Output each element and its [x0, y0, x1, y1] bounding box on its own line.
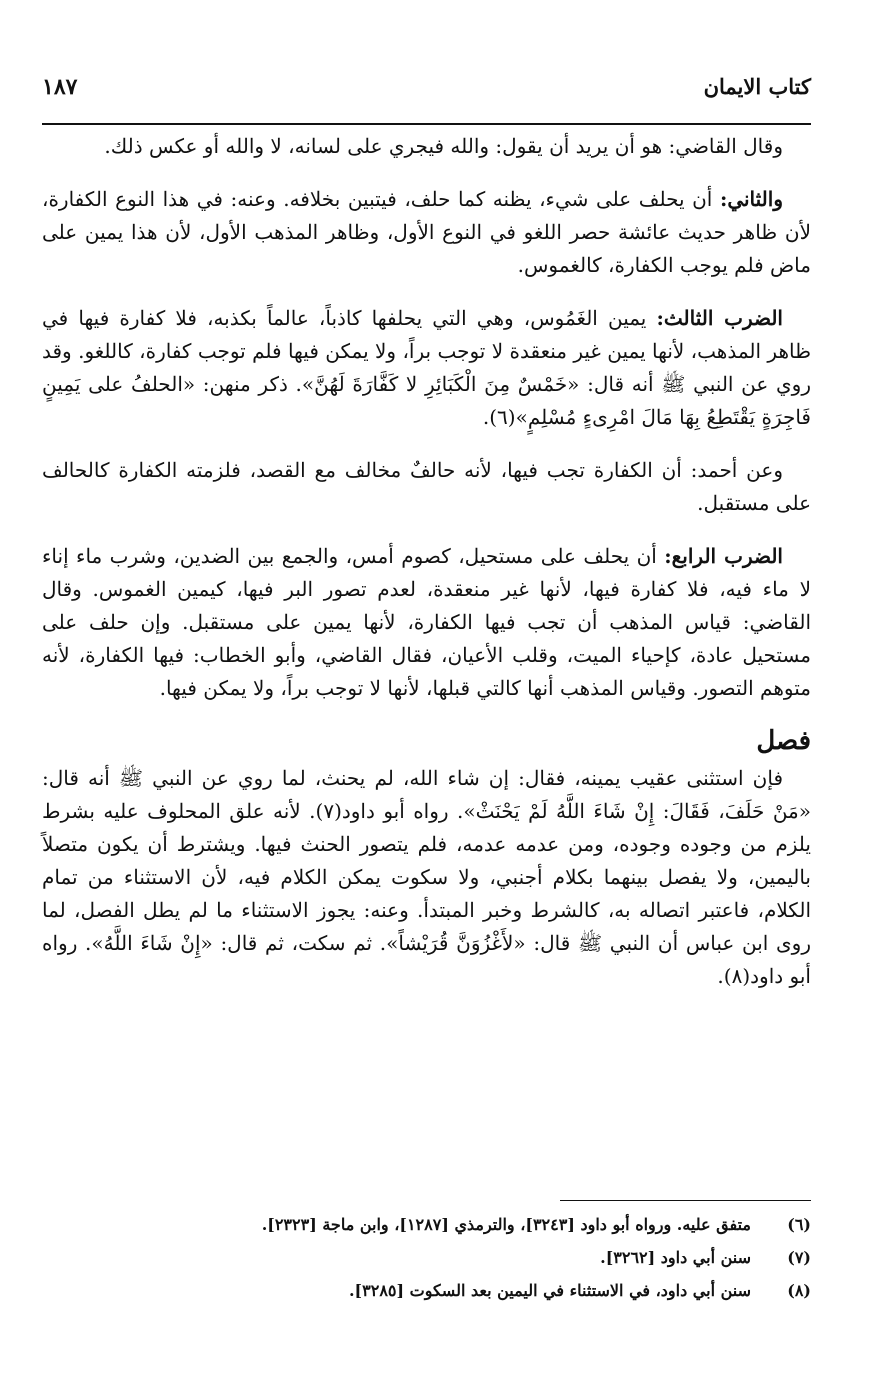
paragraph-text: أن يحلف على شيء، يظنه كما حلف، فيتبين بخلافه. وعنه: في هذا النوع الكفارة، لأن ظاهر حديث عائشة حصر اللغو في النوع الأول، وظاهر المذهب الأول، لأن هذا يمين على ماض فلم يوجب الكفارة، كالغموس.: [42, 187, 811, 277]
footnote: [42, 1208, 811, 1241]
paragraph-text: أن يحلف على مستحيل، كصوم أمس، والجمع بين الضدين، وشرب ماء إناء لا ماء فيه، فلا كفارة فيها، لأنها غير منعقدة، لعدم تصور البر فيها، كيمين الغموس. وقال القاضي: قياس المذهب أن تجب فيها الكفارة، لأنها يمين على مستقبل. وإن حلف على مستحيل عادة، كإحياء الميت، وقلب الأعيان، فقال القاضي، وأبو الخطاب: فيها الكفارة، لأنه متوهم التصور. وقياس المذهب أنها كالتي قبلها، لأنها لا توجب براً، ولا يمكن فيها.: [42, 544, 811, 700]
footnote-number: (٦): [787, 1215, 811, 1234]
paragraph: [42, 183, 811, 282]
paragraph-text: فإن استثنى عقيب يمينه، فقال: إن شاء الله، لم يحنث، لما روي عن النبي ﷺ أنه قال: «مَنْ حَلَفَ، فَقَالَ: إِنْ شَاءَ اللَّهُ لَمْ يَحْنَثْ». رواه أبو داود(٧). لأنه علق المحلوف عليه بشرط يلزم من وجوده وجوده، ومن عدمه عدمه، فلم يتصور الحنث فيها. ويشترط أن يكون متصلاً باليمين، ولا يفصل بينهما بكلام أجنبي، ولا سكوت يمكن الكلام فيه، لأن الاستثناء من تمام الكلام، فاعتبر اتصاله به، كالشرط وخبر المبتدأ. وعنه: يجوز الاستثناء ما لم يطل الفصل، لما روى ابن عباس أن النبي ﷺ قال: «لأَغْزُوَنَّ قُرَيْشاً». ثم سكت، ثم قال: «إِنْ شَاءَ اللَّهُ». رواه أبو داود(٨).: [42, 766, 812, 988]
paragraph-lead: الضرب الرابع:: [664, 544, 783, 568]
header-rule: [42, 123, 811, 125]
paragraph: [42, 762, 811, 993]
paragraph: [42, 454, 811, 520]
footnotes: [42, 1208, 811, 1307]
footnote: [42, 1274, 811, 1307]
paragraph-text: يمين الغَمُوس، وهي التي يحلفها كاذباً، عالماً بكذبه، فلا كفارة فيها في ظاهر المذهب، لأنها يمين غير منعقدة لا توجب براً، ولا يمكن فيها فلم توجب كفارة، كاللغو. وقد روي عن النبي ﷺ أنه قال: «خَمْسٌ مِنَ الْكَبَائِرِ لا كَفَّارَةَ لَهُنَّ». ذكر منهن: «الحلفُ على يَمِينٍ فَاجِرَةٍ يَقْتَطِعُ بِهَا مَالَ امْرِىءٍ مُسْلِمٍ»(٦).: [42, 306, 811, 429]
footnote-number: (٨): [787, 1281, 811, 1300]
footnote-text: متفق عليه. ورواه أبو داود [٣٢٤٣]، والترمذي [١٢٨٧]، وابن ماجة [٢٣٢٣].: [261, 1215, 751, 1234]
paragraph-text: وقال القاضي: هو أن يريد أن يقول: والله فيجري على لسانه، لا والله أو عكس ذلك.: [104, 134, 783, 158]
page-header: [42, 68, 811, 122]
footnote-rule: [560, 1200, 811, 1201]
page-number: ١٨٧: [42, 74, 78, 100]
paragraph-lead: الضرب الثالث:: [656, 306, 783, 330]
paragraph: [42, 130, 811, 163]
footnote-text: سنن أبي داود [٣٢٦٢].: [600, 1248, 751, 1267]
paragraph: [42, 302, 811, 434]
page-body: [42, 130, 811, 1013]
footnote-text: سنن أبي داود، في الاستثناء في اليمين بعد السكوت [٣٢٨٥].: [348, 1281, 751, 1300]
paragraph-lead: والثاني:: [719, 187, 783, 211]
paragraph-text: وعن أحمد: أن الكفارة تجب فيها، لأنه حالفٌ مخالف مع القصد، فلزمته الكفارة كالحالف على مستقبل.: [42, 458, 811, 515]
running-title: كتاب الايمان: [703, 74, 811, 99]
section-heading: فصل: [756, 726, 811, 756]
footnote-number: (٧): [787, 1248, 811, 1267]
footnote: [42, 1241, 811, 1274]
paragraph: [42, 540, 811, 705]
